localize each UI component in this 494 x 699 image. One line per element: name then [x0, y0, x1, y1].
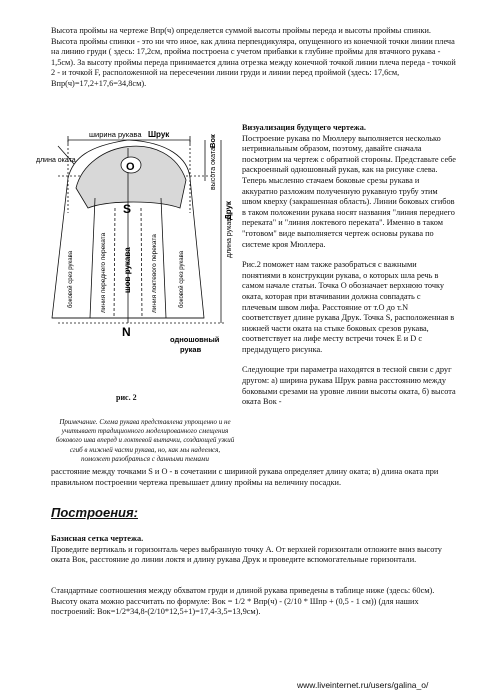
point-o-label: О — [126, 161, 135, 173]
point-s-label: S — [123, 202, 132, 216]
intro-paragraph: Высота проймы на чертеже Впр(ч) определяется суммой высоты проймы переда и высоты проймы спинки. Высота проймы спинки - это ни что иное, как длина перпендикуляра, опущенного из конечной точки линии плеча на линию груди ( здесь: 17,2см, пройма построена с учетом прибавки к глубине проймы для втачного рукава - 1,5см). За высоту проймы переда принимается длина отрезка между конечной точкой линии плеча переда - точкой 2 - и точкой F, расположенной на пересечении линии груди и линии перед проймой (здесь: 17,6см, Впр(ч)=17,2+17,6=34,8см). — [51, 26, 456, 88]
subsection — [51, 534, 456, 566]
cap-height-code: Вок — [208, 134, 217, 148]
sleeve-diagram — [18, 118, 240, 393]
cap-length-label: длина оката — [36, 157, 76, 164]
visualization-paragraph-2: Рис.2 поможет нам также разобраться с важными понятиями в конструкции рукава, о которых шла речь в самом начале статьи. Точка О обозначает верхнюю точку оката, которая при втачивании должна совпадать с плечевым швом лифа. Расстояние от т.О до т.N соответствует длине рукава Друк. Точка S, расположенная в нижней части оката на стыке боковых срезов рукава, соответствует на лифе месту встречи точек Е и D с предыдущего рисунка. — [242, 260, 455, 354]
sleeve-length-label: длина рукава — [226, 214, 233, 258]
visualization-paragraph-3: Следующие три параметра находятся в тесной связи с друг другом: а) ширина рукава Шрук равна расстоянию между боковыми срезами на уровне линии высоты оката, б) высота оката Вок - — [242, 365, 456, 407]
cap-height-label: высота оката — [210, 147, 217, 190]
figure-caption: рис. 2 — [116, 393, 137, 402]
subsection-title: Базисная сетка чертежа. — [51, 534, 144, 543]
sleeve-length-code: Друк — [224, 201, 233, 220]
one-seam-label: одношовный — [170, 335, 220, 344]
section-heading: Построения: — [51, 505, 138, 520]
seam-label: шов рукава — [123, 247, 132, 293]
width-label: ширина рукава — [89, 130, 142, 139]
visualization-paragraph-1: Построение рукава по Мюллеру выполняется несколько нетривиальным образом, поэтому, давайте сначала посмотрим на чертеж с обратной стороны. Представьте себе раскроенный одношовный рукав, как на рисунке слева. Теперь мысленно стачаем боковые срезы рукава и аккуратно разложим полученную рукавную трубу этим швом кверху (закрашенная область). Линии боковых сгибов в таком положении рукава носят названия "линия переднего переката" и "линия локтевого переката". Именно в таком "готовом" виде выполняется чертеж основы рукава по системе кроя Мюллера. — [242, 133, 456, 249]
left-side-label: боковой срез рукава — [68, 250, 74, 308]
point-n-label: N — [122, 325, 131, 339]
width-code-label: Шрук — [148, 130, 170, 139]
elbow-fold-label: линия локтевого переката — [151, 234, 158, 313]
right-column — [242, 123, 456, 408]
formula-paragraph: Стандартные соотношения между обхватом груди и длиной рукава приведены в таблице ниже (здесь: 60см). Высоту оката можно рассчитать по формуле: Вок = 1/2 * Впр(ч) - (2/10 * Шпр + (0,5 - 1 см)) (для наших построений: Вок=1/2*34,8-(2/10*12,5+1)=17,4-3,5=13,9см). — [51, 586, 435, 617]
right-side-label: боковой срез рукава — [179, 250, 185, 308]
figure-note: Примечание. Схема рукава представлена упрощенно и не учитывает традиционного моделированного смещения бокового шва вперед и локтевой вытачки, создающей узкий сгиб в нижней части рукава, но, как мы надеемся, поможет разобраться с данными темами — [55, 418, 235, 463]
subsection-text: Проведите вертикаль и горизонталь через выбранную точку А. От верхней горизонтали отложите вниз высоту оката Вок, расстояние до линии локтя и длину рукава Друк и проведите вспомогательные горизонтали. — [51, 544, 442, 565]
visualization-title: Визуализация будущего чертежа. — [242, 123, 366, 132]
front-fold-label: линия переднего переката — [100, 232, 107, 313]
continuation-paragraph: расстояние между точками S и О - в сочетании с шириной рукава определяет длину оката; в) длина оката при правильном построении чертежа превышает длину проймы на величину посадки. — [51, 467, 439, 487]
footer-url[interactable]: www.liveinternet.ru/users/galina_o/ — [297, 680, 429, 690]
sleeve-word-label: рукав — [180, 345, 202, 354]
